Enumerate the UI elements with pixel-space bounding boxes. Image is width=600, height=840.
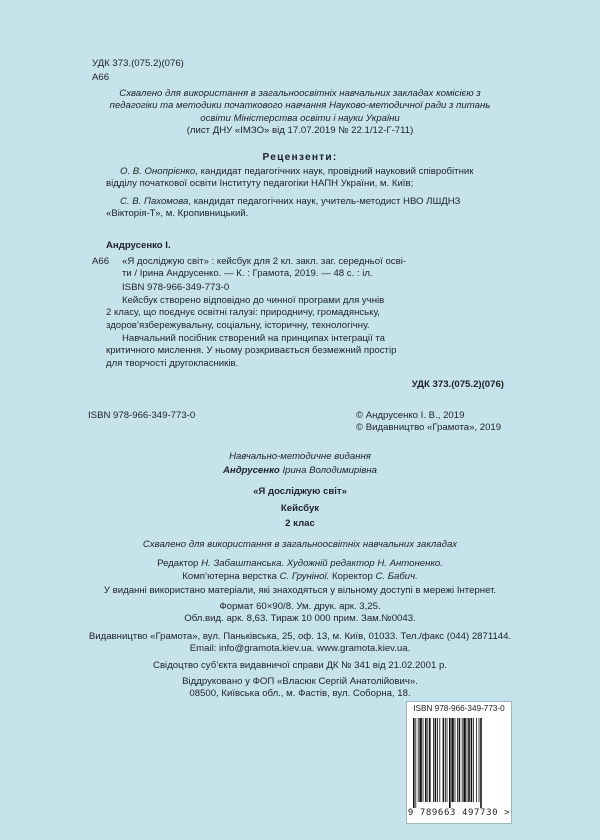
barcode-arrow: > [504,807,511,818]
barcode-bar [462,718,463,802]
barcode-bar [419,718,421,802]
barcode-bar [471,718,473,802]
edition-title: «Я досліджую світ» [253,486,347,497]
print-details: Формат 60×90/8. Ум. друк. арк. 3,25. Обл.вид. арк. 8,63. Тираж 10 000 прим. Зам.№0043. [184,601,416,625]
barcode-bar [473,718,474,802]
catalog-abstract-2: Навчальний посібник створений на принципах інтеграції та критичного мислення. У ньому розкривається безмежний простір для творчості другокласників. [106,333,397,369]
barcode-bar [467,718,468,802]
publisher-info: Видавництво «Грамота», вул. Паньківська, 25, оф. 13, м. Київ, 01033. Тел./факс (044) 2871144. Email: info@gramota.kiev.ua. www.gramota.kiev.ua. [88,631,512,655]
header-udk: УДК 373.(075.2)(076) [92,58,184,69]
internet-notice: У виданні використано матеріали, які знаходяться у вільному доступі в мережі Інтернет. [103,585,497,596]
barcode-bars [411,718,507,808]
barcode-bar [451,718,453,802]
barcode-digits: 9 789663 497730 > [407,807,511,818]
barcode-bar [425,718,427,802]
credits-line-2: Комп’ютерна верстка С. Груніної. Коректор С. Бабич. [182,571,418,582]
catalog-abstract-1: Кейсбук створено відповідно до чинної програми для учнів 2 класу, що поєднує освітні галузі: природничу, громадянську, здоров’язбережувальну, соціальну, історичну, технологічну. [106,295,385,331]
barcode-box [406,701,512,824]
edition-type: Навчально-методичне видання [229,451,371,462]
barcode-bar [439,718,440,802]
barcode-bar [443,718,445,802]
reviewers-title: Рецензенти: [262,152,338,163]
edition-author: Андрусенко Ірина Володимирівна [223,465,377,476]
catalog-isbn: ISBN 978-966-349-773-0 [122,282,230,293]
barcode-bar [415,718,416,808]
catalog-description: «Я досліджую світ» : кейсбук для 2 кл. закл. заг. середньої осві- ти / Ірина Андрусенко. — К. : Грамота, 2019. — 48 с. : іл. [122,256,407,280]
printer-info: Віддруковано у ФОП «Власюк Сергій Анатолійович». 08500, Київська обл., м. Фастів, вул. Соборна, 18. [182,676,418,700]
reviewer-2: С. В. Пахомова, кандидат педагогічних наук, учитель-методист НВО ЛШДНЗ «Вікторія-Т», м. Кропивницький. [106,196,461,220]
catalog-code: А66 [92,256,110,267]
barcode-bar [476,718,477,802]
barcode-bar [437,718,438,802]
barcode-bar [479,718,480,802]
approval-letter: (лист ДНУ «ІМЗО» від 17.07.2019 № 22.1/12-Г-711) [186,125,414,137]
copyright-isbn: ISBN 978-966-349-773-0 [88,410,196,421]
barcode-bar [447,718,448,802]
credits-line-1: Редактор Н. Забаштанська. Художній редактор Н. Антоненко. [157,558,443,569]
barcode-bar [413,718,415,808]
publisher-certificate: Свідоцтво суб’єкта видавничої справи ДК № 341 від 21.02.2001 р. [153,660,447,671]
approval-block: Схвалено для використання в загальноосвітніх навчальних закладах комісією з педагогіки та методики початкового навчання Науково-методичної ради з питань освіти Міністерства освіти і науки України (лист ДНУ «ІМЗО» від 17.07.2019 № 22.1/12-Г-711) [80,88,520,138]
barcode-bar [463,718,465,802]
catalog-udk: УДК 373.(075.2)(076) [411,379,504,390]
barcode-bar [418,718,419,802]
barcode-bar [423,718,424,802]
copyright-block: © Андрусенко І. В., 2019 © Видавництво «Грамота», 2019 [356,410,502,434]
reviewer-1: О. В. Онопрієнко, кандидат педагогічних наук, провідний науковий співробітник відділу початкової освіти Інституту педагогіки НАПН України, м. Київ; [106,166,474,190]
edition-grade: 2 клас [285,518,315,529]
barcode-bar [435,718,437,802]
barcode-bar [468,718,470,802]
barcode-bar [459,718,461,802]
catalog-author: Андрусенко І. [106,240,171,251]
barcode-bar [457,718,458,802]
barcode-bar [449,718,451,808]
barcode-bar [480,718,482,808]
edition-approval: Схвалено для використання в загальноосвітніх навчальних закладах [142,539,458,550]
barcode-bar [455,718,456,802]
barcode-bar [427,718,428,802]
barcode-bar [433,718,434,802]
barcode-isbn: ISBN 978-966-349-773-0 [413,704,505,713]
barcode-bar [429,718,431,802]
barcode-bar [445,718,446,802]
edition-subtitle: Кейсбук [280,503,320,514]
header-code: А66 [92,72,110,83]
